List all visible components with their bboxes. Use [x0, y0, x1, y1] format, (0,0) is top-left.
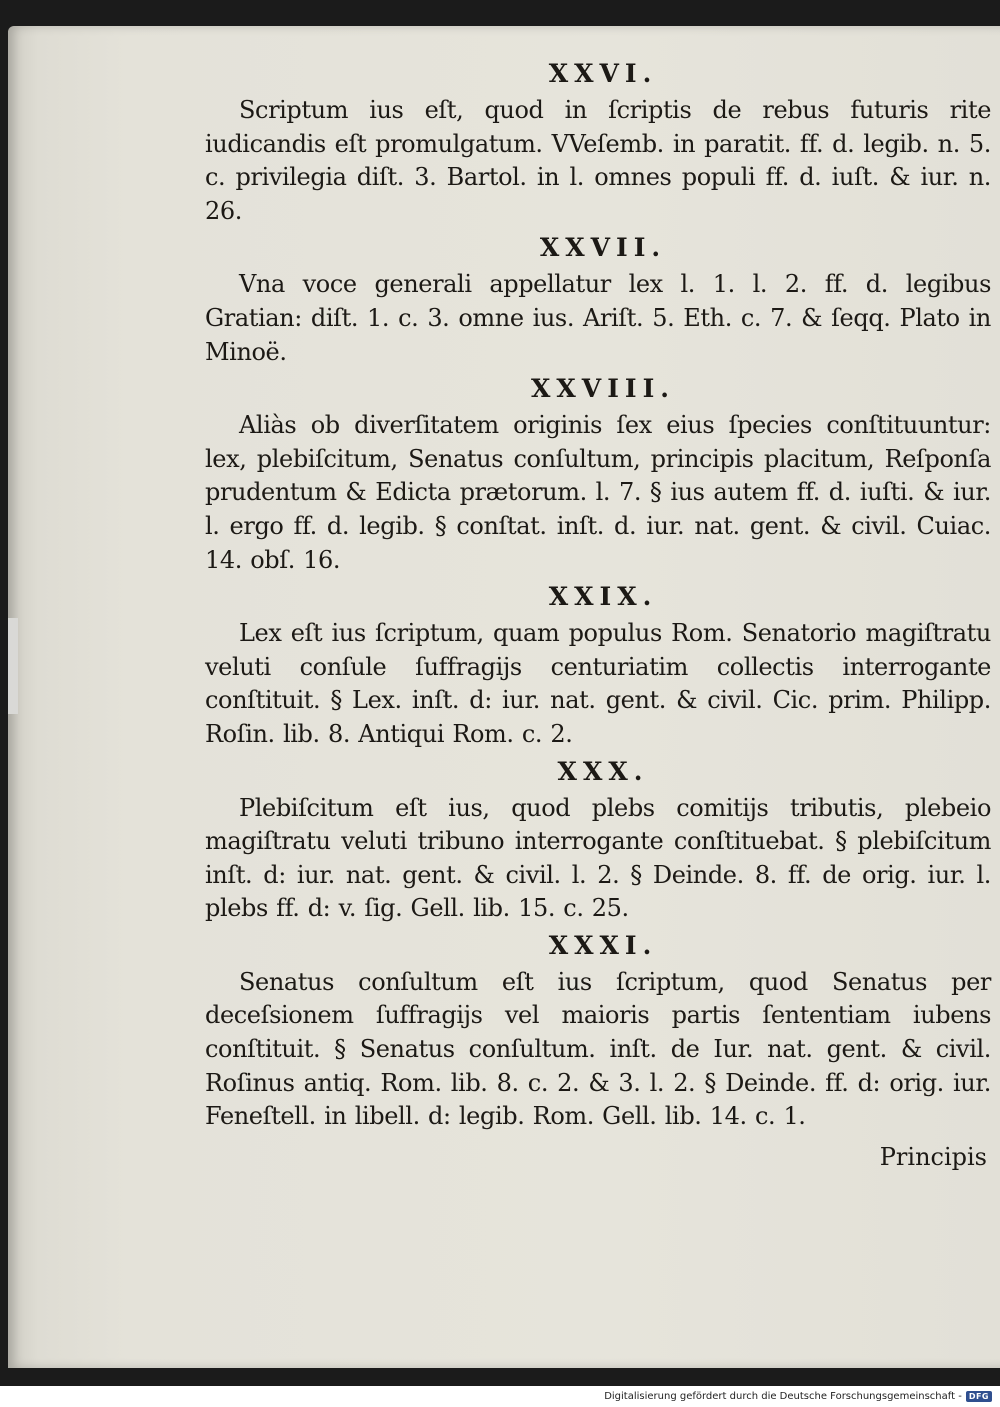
section-heading: XXVIII. — [531, 374, 675, 404]
section-28 — [205, 369, 991, 577]
section-26 — [205, 54, 991, 228]
section-heading: XXX. — [557, 756, 649, 786]
section-29 — [205, 577, 991, 751]
footer-credit-text: Digitalisierung gefördert durch die Deutsche Forschungsgemeinschaft - — [604, 1391, 962, 1402]
section-27 — [205, 228, 991, 369]
digitization-footer — [0, 1386, 1000, 1407]
section-paragraph: Scriptum ius eſt, quod in ſcriptis de rebus futuris rite iudicandis eſt promulgatum. VVeſemb. in paratit. ff. d. legib. n. 5. c. privilegia diſt. 3. Bartol. in l. omnes populi ff. d. iuſt. & iur. n. 26. — [205, 96, 991, 225]
section-paragraph: Senatus conſultum eſt ius ſcriptum, quod Senatus per deceſsionem ſuffragijs vel maioris partis ſententiam iubens conſtituit. § Senatus conſultum. inſt. de Iur. nat. gent. & civil. Roſinus antiq. Rom. lib. 8. c. 2. & 3. l. 2. § Deinde. ff. d: orig. iur. Feneſtell. in libell. d: legib. Rom. Gell. lib. 14. c. 1. — [205, 967, 991, 1131]
section-paragraph: Plebiſcitum eſt ius, quod plebs comitijs tributis, plebeio magiſtratu veluti tribuno interrogante conſtituebat. § plebiſcitum inſt. d: iur. nat. gent. & civil. l. 2. § Deinde. 8. ff. de orig. iur. l. plebs ff. d: v. ſig. Gell. lib. 15. c. 25. — [205, 793, 991, 923]
page-edge-tab — [8, 618, 18, 714]
page-text-block — [205, 54, 991, 1174]
section-heading: XXVI. — [548, 59, 658, 88]
section-heading: XXXI. — [548, 930, 658, 960]
catchword: Principis — [879, 1142, 987, 1171]
section-heading: XXIX. — [548, 582, 658, 612]
section-paragraph: Vna voce generali appellatur lex l. 1. l. 2. ff. d. legibus Gratian: diſt. 1. c. 3. omne ius. Ariſt. 5. Eth. c. 7. & ſeqq. Plato in Minoë. — [205, 270, 991, 366]
section-31 — [205, 926, 991, 1134]
section-paragraph: Lex eſt ius ſcriptum, quam populus Rom. Senatorio magiſtratu veluti conſule ſuffragijs centuriatim collectis interrogante conſtituit. § Lex. inſt. d: iur. nat. gent. & civil. Cic. prim. Philipp. Roſin. lib. 8. Antiqui Rom. c. 2. — [205, 619, 991, 748]
section-30 — [205, 752, 991, 926]
section-paragraph: Aliàs ob diverſitatem originis ſex eius ſpecies conſtituuntur: lex, plebiſcitum, Senatus conſultum, principis placitum, Reſponſa prudentum & Edicta prætorum. l. 7. § ius autem ff. d. iuſti. & iur. l. ergo ff. d. legib. § conſtat. inſt. d. iur. nat. gent. & civil. Cuiac. 14. obſ. 16. — [205, 411, 991, 574]
dfg-logo-icon: DFG — [966, 1391, 992, 1402]
section-heading: XXVII. — [539, 233, 667, 263]
